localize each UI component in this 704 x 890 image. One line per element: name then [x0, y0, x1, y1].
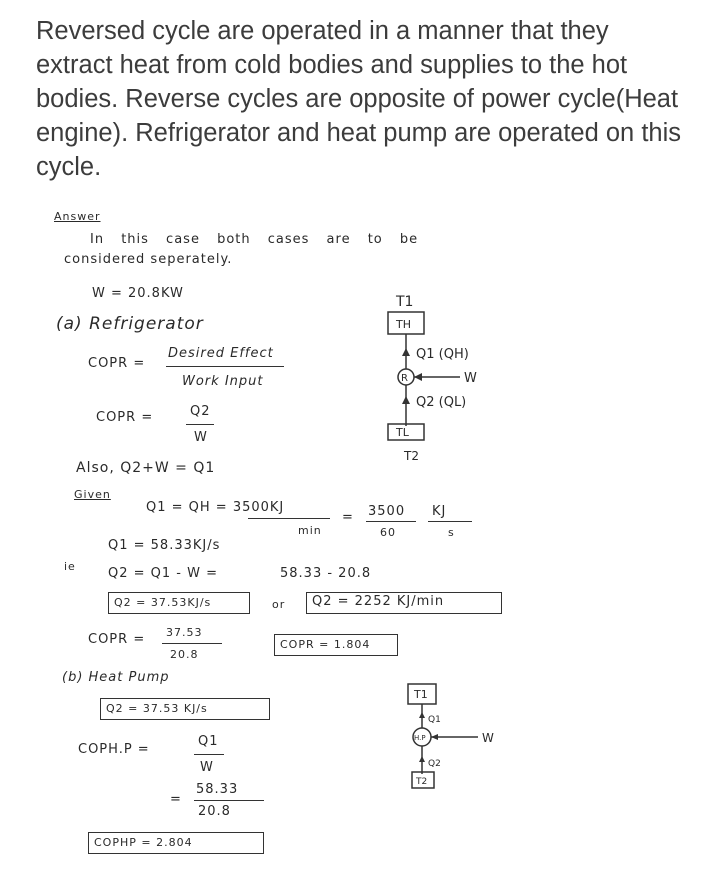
copr-denominator: Work Input	[182, 374, 264, 389]
work-value: W = 20.8KW	[92, 286, 184, 301]
q2-equation: Q2 = Q1 - W =	[108, 566, 218, 581]
ie-label: ie	[64, 560, 76, 573]
q2-result: Q2 = 37.53KJ/s	[114, 596, 212, 609]
copr-calc-denominator: 20.8	[170, 648, 199, 661]
copr-numerator: Desired Effect	[168, 346, 274, 361]
copr-result: COPR = 1.804	[280, 638, 371, 651]
copr-calc-label: COPR =	[88, 632, 146, 647]
copr-q2-numerator: Q2	[190, 404, 211, 419]
q2-min-result: Q2 = 2252 KJ/min	[312, 594, 445, 609]
or-label: or	[272, 598, 286, 611]
diagram-r-t1: T1	[396, 294, 414, 310]
diagram-hp-t2: T2	[416, 777, 428, 787]
coph-calc-numerator: 58.33	[196, 782, 239, 797]
coph-numerator: Q1	[198, 734, 219, 749]
diagram-hp-t1: T1	[414, 688, 428, 701]
diagram-hp-q1: Q1	[428, 715, 441, 725]
hp-q2-result: Q2 = 37.53 KJ/s	[106, 702, 208, 715]
diagram-r-q1: Q1 (QH)	[416, 347, 469, 362]
q2-substitution: 58.33 - 20.8	[280, 566, 372, 581]
copr-calc-numerator: 37.53	[166, 626, 203, 639]
diagram-hp-work-arrow	[431, 734, 438, 740]
heat-pump-title: (b) Heat Pump	[62, 670, 170, 685]
coph-result: COPHP = 2.804	[94, 836, 193, 849]
diagram-r-q2: Q2 (QL)	[416, 395, 467, 410]
q1-unit-numerator: KJ	[432, 504, 447, 519]
q1-fraction-numerator: 3500	[368, 504, 406, 519]
diagram-r-t2: T2	[404, 449, 419, 463]
diagram-hp-q2: Q2	[428, 759, 441, 769]
coph-equals: =	[170, 792, 182, 807]
given-label: Given	[74, 488, 111, 501]
q1-given: Q1 = QH = 3500KJ	[146, 500, 285, 515]
also-equation: Also, Q2+W = Q1	[76, 460, 216, 476]
diagram-r-tl: TL	[396, 426, 409, 439]
q1-equals: =	[342, 510, 354, 525]
diagram-r-th: TH	[396, 318, 411, 331]
diagram-r-w: W	[464, 371, 477, 386]
diagram-hp-arrow-up-1	[419, 712, 425, 718]
answer-line-2: considered seperately.	[64, 252, 233, 267]
copr-w-denominator: W	[194, 430, 208, 445]
q1-unit-denominator: s	[448, 526, 455, 539]
diagram-r-label: R	[401, 373, 408, 384]
q1-unit-min: min	[298, 524, 322, 537]
diagram-hp-arrow-up-2	[419, 756, 425, 762]
q1-value: Q1 = 58.33KJ/s	[108, 538, 221, 553]
refrigerator-title: (a) Refrigerator	[56, 314, 204, 334]
intro-paragraph: Reversed cycle are operated in a manner that they extract heat from cold bodies and supplies to the hot bodies. Reverse cycles are opposite of power cycle(Heat engine). Refrigerator and heat pump are operated on this cycle.	[36, 17, 681, 181]
answer-line-1: In this case both cases are to be	[90, 232, 419, 247]
coph-label: COPH.P =	[78, 742, 150, 757]
answer-heading: Answer	[54, 210, 101, 223]
copr-label-2: COPR =	[96, 410, 154, 425]
diagram-hp-label: H.P	[414, 734, 426, 742]
coph-calc-denominator: 20.8	[198, 804, 231, 819]
coph-denominator: W	[200, 760, 214, 775]
q1-fraction-denominator: 60	[380, 526, 396, 539]
copr-label: COPR =	[88, 356, 146, 371]
diagram-hp-w: W	[482, 731, 494, 745]
